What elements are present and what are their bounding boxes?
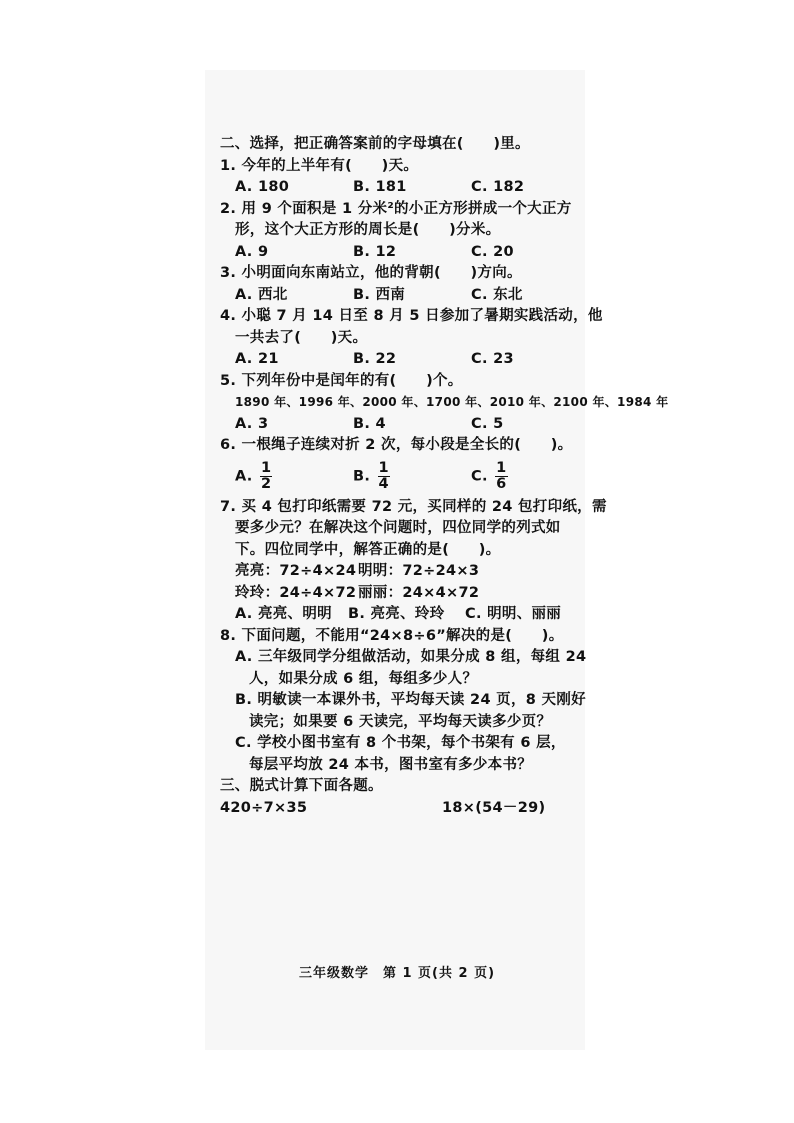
q3-options: [220, 285, 580, 307]
page-footer: 三年级数学 第 1 页(共 2 页): [298, 966, 496, 981]
option-c: C. 23: [471, 351, 514, 367]
q1-stem: 1. 今年的上半年有( )天。: [220, 157, 419, 174]
q4-stem-line1: 4. 小聪 7 月 14 日至 8 月 5 日参加了暑期实践活动，他: [220, 308, 603, 324]
option-b: B. 亮亮、玲玲: [348, 606, 445, 622]
work-lingling: 玲玲：24÷4×72: [235, 584, 357, 601]
option-b: B. 22: [353, 351, 397, 367]
denominator: 4: [378, 476, 389, 492]
option-a-label: A.: [235, 468, 253, 485]
denominator: 2: [260, 476, 272, 492]
section-2-heading: 二、选择，把正确答案前的字母填在( )里。: [220, 136, 530, 152]
option-c: C. 182: [471, 179, 525, 195]
option-b: B. 西南: [353, 286, 406, 303]
q4-stem-line2: 一共去了( )天。: [235, 329, 368, 346]
calc-expression-1: 420÷7×35: [220, 799, 308, 816]
work-liangliang: 亮亮：72÷4×24: [235, 563, 357, 579]
option-c: C. 东北: [471, 286, 523, 303]
option-c: C. 明明、丽丽: [465, 606, 562, 622]
q3-stem: 3. 小明面向东南站立，他的背朝( )方向。: [220, 265, 522, 281]
option-a: A. 180: [235, 179, 290, 195]
q7-work-row2: [220, 583, 580, 605]
q6-stem: 6. 一根绳子连续对折 2 次，每小段是全长的( )。: [220, 437, 573, 453]
calc-expression-2: 18×(54－29): [442, 799, 546, 816]
q2-options: [220, 242, 580, 264]
option-b: B. 4: [353, 415, 386, 432]
numerator: 1: [496, 460, 507, 476]
option-c: [471, 461, 508, 492]
option-c: C. 5: [471, 415, 504, 432]
numerator: 1: [378, 460, 389, 476]
option-b-label: B.: [353, 468, 371, 485]
q8-option-c-line2: 每层平均放 24 本书，图书室有多少本书？: [249, 756, 533, 773]
q6-options: [220, 457, 580, 497]
numerator: 1: [260, 460, 272, 476]
option-a: A. 亮亮、明明: [235, 606, 332, 622]
option-a: [235, 461, 353, 492]
fraction-one-half: [260, 461, 272, 492]
fraction-one-sixth: [495, 461, 507, 492]
option-b: B. 12: [353, 243, 397, 260]
q2-stem-line1: 2. 用 9 个面积是 1 分米²的小正方形拼成一个大正方: [220, 200, 572, 217]
q1-options: [220, 177, 580, 199]
q7-work-row1: [220, 561, 580, 583]
option-a: A. 21: [235, 351, 279, 367]
option-a: A. 3: [235, 415, 269, 432]
option-b: [353, 461, 471, 492]
q2-stem-line2: 形，这个大正方形的周长是( )分米。: [235, 222, 501, 238]
q7-stem-line1: 7. 买 4 包打印纸需要 72 元，买同样的 24 包打印纸，需: [220, 498, 607, 515]
q5-years: 1890 年、1996 年、2000 年、1700 年、2010 年、2100 年、1984 年: [235, 395, 669, 409]
q4-options: [220, 349, 580, 371]
q8-option-b-line1: B. 明敏读一本课外书，平均每天读 24 页，8 天刚好: [235, 692, 586, 708]
option-a: A. 9: [235, 243, 269, 260]
q8-option-a-line1: A. 三年级同学分组做活动，如果分成 8 组，每组 24: [235, 649, 587, 665]
q8-option-a-line2: 人，如果分成 6 组，每组多少人？: [249, 670, 478, 687]
q7-stem-line2: 要多少元？在解决这个问题时，四位同学的列式如: [235, 520, 561, 536]
option-b: B. 181: [353, 179, 407, 195]
denominator: 6: [496, 476, 507, 492]
q5-stem: 5. 下列年份中是闰年的有( )个。: [220, 372, 463, 389]
q8-option-c-line1: C. 学校小图书室有 8 个书架，每个书架有 6 层，: [235, 735, 566, 751]
calc-row: [220, 798, 580, 820]
option-c-label: C.: [471, 468, 488, 485]
q7-stem-line3: 下。四位同学中，解答正确的是( )。: [235, 541, 501, 558]
q8-stem: 8. 下面问题，不能用“24×8÷6”解决的是( )。: [220, 627, 564, 644]
work-lili: 丽丽：24×4×72: [358, 584, 480, 601]
work-mingming: 明明：72÷24×3: [358, 563, 480, 579]
q5-options: [220, 414, 580, 436]
option-c: C. 20: [471, 243, 514, 260]
fraction-one-quarter: [378, 461, 390, 492]
q7-options: [220, 604, 580, 626]
option-a: A. 西北: [235, 286, 288, 303]
exam-sheet: [220, 134, 669, 819]
q8-option-b-line2: 读完；如果要 6 天读完，平均每天读多少页？: [249, 713, 552, 730]
section-3-heading: 三、脱式计算下面各题。: [220, 778, 383, 794]
